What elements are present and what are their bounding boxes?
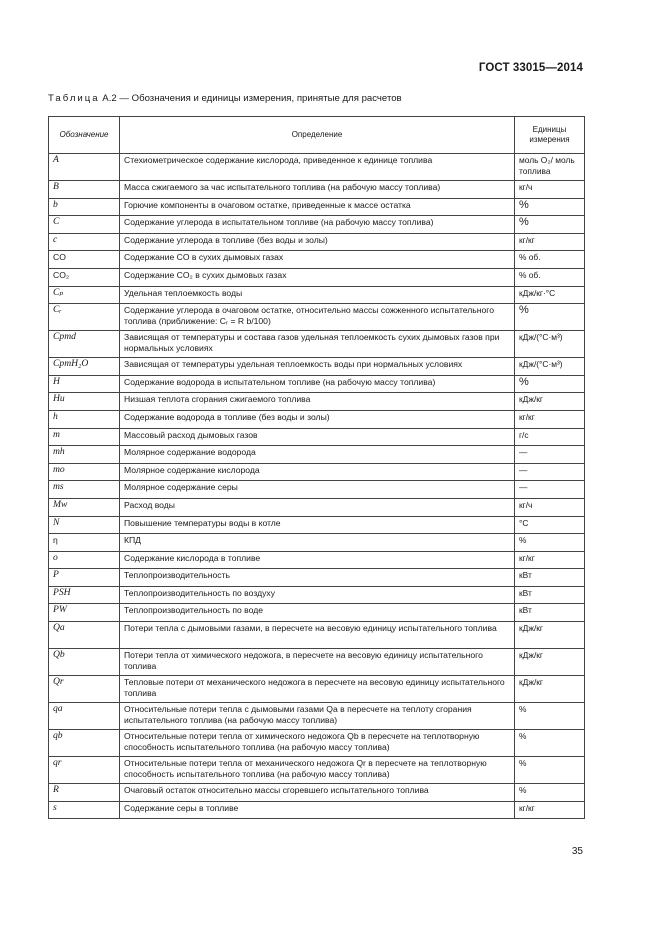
symbol-cell: Qa bbox=[49, 622, 120, 649]
symbol-cell: Cₚ bbox=[49, 286, 120, 304]
table-row bbox=[49, 676, 585, 703]
symbol-cell: Hu bbox=[49, 393, 120, 411]
definition-cell: Содержание углерода в топливе (без воды и золы) bbox=[120, 233, 515, 251]
symbol-cell: R bbox=[49, 784, 120, 802]
table-row bbox=[49, 410, 585, 428]
symbol-cell: Cᵣ bbox=[49, 304, 120, 331]
symbol-cell: PSH bbox=[49, 586, 120, 604]
definition-cell: Содержание CO в сухих дымовых газах bbox=[120, 251, 515, 269]
unit-cell: % bbox=[515, 534, 585, 552]
symbol-cell: b bbox=[49, 198, 120, 216]
definition-cell: Молярное содержание серы bbox=[120, 481, 515, 499]
table-caption bbox=[48, 93, 402, 104]
unit-cell: % bbox=[515, 304, 585, 331]
header-units: Единицы измерения bbox=[515, 117, 585, 154]
symbol-cell: m bbox=[49, 428, 120, 446]
definition-cell: Горючие компоненты в очаговом остатке, приведенные к массе остатка bbox=[120, 198, 515, 216]
definition-cell: Содержание водорода в испытательном топливе (на рабочую массу топлива) bbox=[120, 375, 515, 393]
table-row bbox=[49, 358, 585, 376]
unit-cell: кВт bbox=[515, 586, 585, 604]
definition-cell: Содержание водорода в топливе (без воды и золы) bbox=[120, 410, 515, 428]
unit-cell: % bbox=[515, 216, 585, 234]
definition-cell: Потери тепла с дымовыми газами, в пересчете на весовую единицу испытательного топлива bbox=[120, 622, 515, 649]
definition-cell: Повышение температуры воды в котле bbox=[120, 516, 515, 534]
symbol-cell: P bbox=[49, 569, 120, 587]
symbol-cell: N bbox=[49, 516, 120, 534]
definition-cell: Зависящая от температуры и состава газов удельная теплоемкость сухих дымовых газов при нормальных условиях bbox=[120, 331, 515, 358]
unit-cell: кДж/(°C·м³) bbox=[515, 331, 585, 358]
caption-label: Таблица bbox=[48, 93, 100, 104]
symbol-cell: Mw bbox=[49, 498, 120, 516]
symbol-cell: CO₂ bbox=[49, 268, 120, 286]
table-row bbox=[49, 181, 585, 199]
definition-cell: Относительные потери тепла от химического недожога Qb в пересчете на теплотворную способность испытательного топлива (на рабочую массу топлива) bbox=[120, 730, 515, 757]
unit-cell: кВт bbox=[515, 604, 585, 622]
symbol-cell: B bbox=[49, 181, 120, 199]
unit-cell: моль O₂/ моль топлива bbox=[515, 154, 585, 181]
symbol-cell: C bbox=[49, 216, 120, 234]
table-header-row bbox=[49, 117, 585, 154]
table-row bbox=[49, 757, 585, 784]
symbol-cell: c bbox=[49, 233, 120, 251]
unit-cell: °C bbox=[515, 516, 585, 534]
table-row bbox=[49, 481, 585, 499]
definition-cell: Масса сжигаемого за час испытательного топлива (на рабочую массу топлива) bbox=[120, 181, 515, 199]
symbol-cell: qa bbox=[49, 703, 120, 730]
symbol-cell: A bbox=[49, 154, 120, 181]
table-row bbox=[49, 586, 585, 604]
definition-cell: Содержание кислорода в топливе bbox=[120, 551, 515, 569]
symbol-cell: η bbox=[49, 534, 120, 552]
symbol-cell: mh bbox=[49, 446, 120, 464]
unit-cell: кг/кг bbox=[515, 801, 585, 819]
definition-cell: Стехиометрическое содержание кислорода, приведенное к единице топлива bbox=[120, 154, 515, 181]
symbol-cell: h bbox=[49, 410, 120, 428]
table-row bbox=[49, 154, 585, 181]
symbols-table bbox=[48, 116, 585, 819]
definition-cell: Содержание углерода в испытательном топливе (на рабочую массу топлива) bbox=[120, 216, 515, 234]
definition-cell: Молярное содержание водорода bbox=[120, 446, 515, 464]
table-row bbox=[49, 569, 585, 587]
definition-cell: Теплопроизводительность по воздуху bbox=[120, 586, 515, 604]
definition-cell: Содержание CO₂ в сухих дымовых газах bbox=[120, 268, 515, 286]
definition-cell: Содержание серы в топливе bbox=[120, 801, 515, 819]
symbol-cell: qr bbox=[49, 757, 120, 784]
unit-cell: кДж/кг·°C bbox=[515, 286, 585, 304]
definition-cell: Очаговый остаток относительно массы сгоревшего испытательного топлива bbox=[120, 784, 515, 802]
unit-cell: % об. bbox=[515, 251, 585, 269]
table-row bbox=[49, 551, 585, 569]
unit-cell: кг/кг bbox=[515, 551, 585, 569]
definition-cell: Тепловые потери от механического недожога в пересчете на весовую единицу испытательного топлива bbox=[120, 676, 515, 703]
table-row bbox=[49, 516, 585, 534]
table-row bbox=[49, 198, 585, 216]
table-row bbox=[49, 428, 585, 446]
unit-cell: кДж/кг bbox=[515, 676, 585, 703]
table-row bbox=[49, 649, 585, 676]
unit-cell: кВт bbox=[515, 569, 585, 587]
definition-cell: Относительные потери тепла от механического недожога Qr в пересчете на теплотворную способность испытательного топлива (на рабочую массу топлива) bbox=[120, 757, 515, 784]
definition-cell: Удельная теплоемкость воды bbox=[120, 286, 515, 304]
symbol-cell: CO bbox=[49, 251, 120, 269]
symbol-cell: CpmH₂O bbox=[49, 358, 120, 376]
table-row bbox=[49, 622, 585, 649]
table-row bbox=[49, 304, 585, 331]
table-row bbox=[49, 784, 585, 802]
table-row bbox=[49, 604, 585, 622]
unit-cell: % об. bbox=[515, 268, 585, 286]
unit-cell: кДж/кг bbox=[515, 622, 585, 649]
symbol-cell: qb bbox=[49, 730, 120, 757]
table-row bbox=[49, 331, 585, 358]
definition-cell: Массовый расход дымовых газов bbox=[120, 428, 515, 446]
document-code: ГОСТ 33015—2014 bbox=[478, 62, 583, 74]
table-row bbox=[49, 286, 585, 304]
unit-cell: % bbox=[515, 198, 585, 216]
header-definition: Определение bbox=[120, 117, 515, 154]
symbol-cell: H bbox=[49, 375, 120, 393]
definition-cell: Молярное содержание кислорода bbox=[120, 463, 515, 481]
symbol-cell: mo bbox=[49, 463, 120, 481]
unit-cell: кДж/(°C·м³) bbox=[515, 358, 585, 376]
table-row bbox=[49, 498, 585, 516]
header-symbol: Обозначение bbox=[49, 117, 120, 154]
definition-cell: КПД bbox=[120, 534, 515, 552]
table-row bbox=[49, 703, 585, 730]
unit-cell: кг/кг bbox=[515, 410, 585, 428]
symbol-cell: o bbox=[49, 551, 120, 569]
table-row bbox=[49, 463, 585, 481]
unit-cell: — bbox=[515, 446, 585, 464]
table-row bbox=[49, 233, 585, 251]
table-body bbox=[49, 154, 585, 819]
definition-cell: Относительные потери тепла с дымовыми газами Qa в пересчете на теплоту сгорания испытательного топлива (на рабочую массу топлива) bbox=[120, 703, 515, 730]
symbol-cell: s bbox=[49, 801, 120, 819]
definition-cell: Зависящая от температуры удельная теплоемкость воды при нормальных условиях bbox=[120, 358, 515, 376]
unit-cell: г/с bbox=[515, 428, 585, 446]
table-row bbox=[49, 801, 585, 819]
table-row bbox=[49, 268, 585, 286]
unit-cell: — bbox=[515, 481, 585, 499]
page-number: 35 bbox=[571, 846, 583, 857]
symbol-cell: Qr bbox=[49, 676, 120, 703]
table-row bbox=[49, 393, 585, 411]
unit-cell: % bbox=[515, 375, 585, 393]
unit-cell: % bbox=[515, 757, 585, 784]
caption-text: А.2 — Обозначения и единицы измерения, принятые для расчетов bbox=[99, 93, 402, 104]
unit-cell: кг/ч bbox=[515, 181, 585, 199]
symbol-cell: PW bbox=[49, 604, 120, 622]
definition-cell: Низшая теплота сгорания сжигаемого топлива bbox=[120, 393, 515, 411]
symbol-cell: ms bbox=[49, 481, 120, 499]
table-row bbox=[49, 375, 585, 393]
symbol-cell: Qb bbox=[49, 649, 120, 676]
table-row bbox=[49, 446, 585, 464]
unit-cell: % bbox=[515, 703, 585, 730]
table-row bbox=[49, 730, 585, 757]
definition-cell: Расход воды bbox=[120, 498, 515, 516]
unit-cell: кДж/кг bbox=[515, 649, 585, 676]
unit-cell: кДж/кг bbox=[515, 393, 585, 411]
unit-cell: % bbox=[515, 730, 585, 757]
definition-cell: Теплопроизводительность bbox=[120, 569, 515, 587]
symbol-cell: Cpmd bbox=[49, 331, 120, 358]
definition-cell: Содержание углерода в очаговом остатке, относительно массы сожженного испытательного топлива (приближение: Cᵣ = R b/100) bbox=[120, 304, 515, 331]
unit-cell: % bbox=[515, 784, 585, 802]
unit-cell: кг/ч bbox=[515, 498, 585, 516]
definition-cell: Потери тепла от химического недожога, в пересчете на весовую единицу испытательного топлива bbox=[120, 649, 515, 676]
unit-cell: — bbox=[515, 463, 585, 481]
table-row bbox=[49, 216, 585, 234]
table-row bbox=[49, 534, 585, 552]
definition-cell: Теплопроизводительность по воде bbox=[120, 604, 515, 622]
unit-cell: кг/кг bbox=[515, 233, 585, 251]
table-row bbox=[49, 251, 585, 269]
